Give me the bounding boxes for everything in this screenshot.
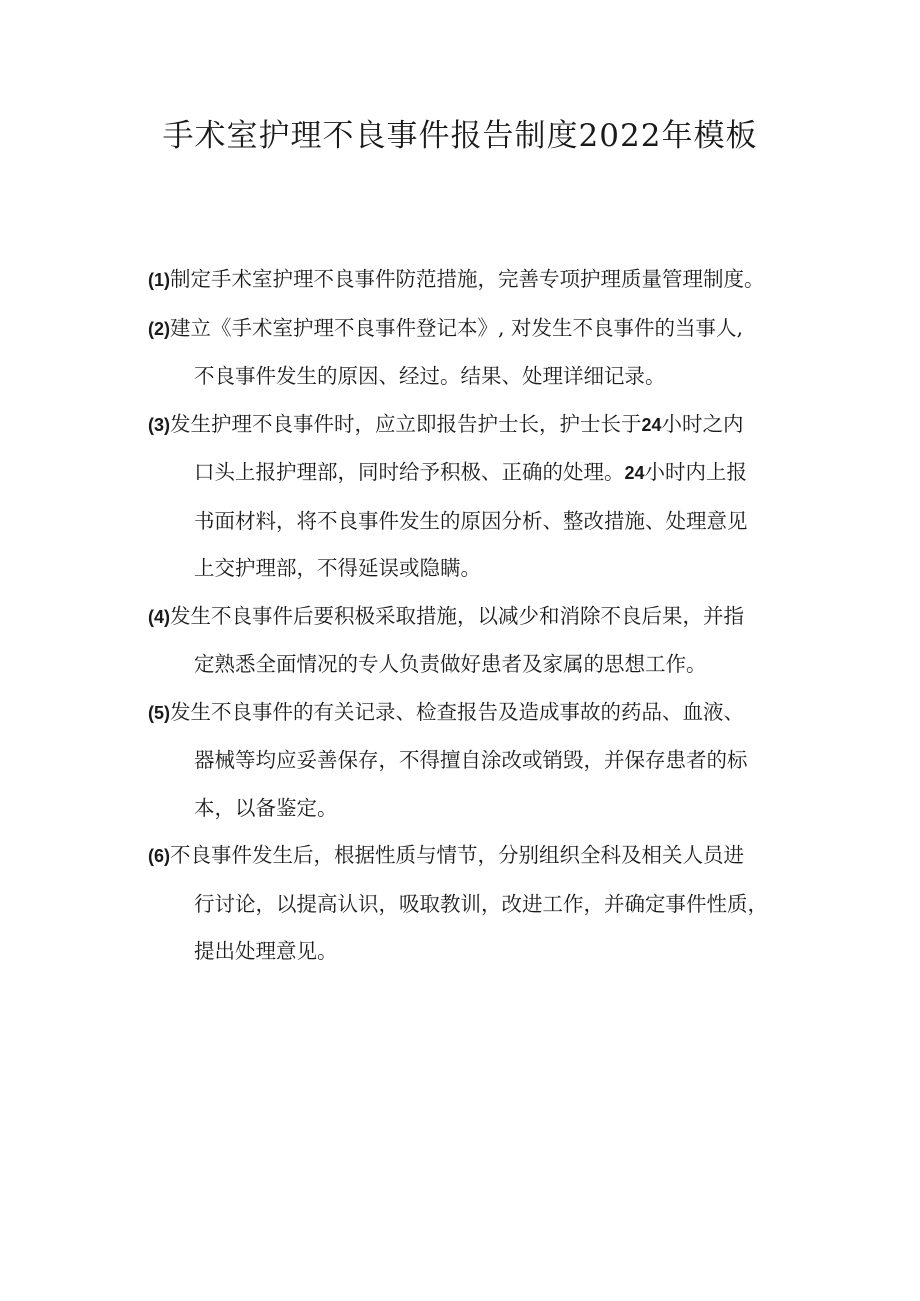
item-marker: (3) xyxy=(148,414,170,435)
item-text-line: 发生护理不良事件时，应立即报告护士长，护士长于24小时之内 xyxy=(170,411,744,436)
regulation-list xyxy=(148,256,808,976)
item-text-line: 器械等均应妥善保存，不得擅自涂改或销毁，并保存患者的标 xyxy=(194,748,748,772)
item-text-line: 提出处理意见。 xyxy=(194,939,338,963)
item-first-line xyxy=(148,593,808,642)
item-text-line: 行讨论，以提高认识，吸取教训，改进工作，并确定事件性质， xyxy=(194,891,768,916)
item-first-line xyxy=(148,305,808,354)
number-text: 24 xyxy=(624,463,645,483)
regulation-item-3 xyxy=(148,401,808,593)
item-text-line: 不良事件发生后，根据性质与情节，分别组织全科及相关人员进 xyxy=(170,843,744,867)
item-marker: (2) xyxy=(148,318,170,339)
regulation-item-1 xyxy=(148,256,808,305)
regulation-item-4 xyxy=(148,593,808,689)
item-first-line xyxy=(148,256,808,305)
item-text-line: 定熟悉全面情况的专人负责做好患者及家属的思想工作。 xyxy=(194,652,707,676)
item-text-line: 不良事件发生的原因、经过。结果、处理详细记录。 xyxy=(194,364,666,388)
item-marker: (6) xyxy=(148,846,170,866)
regulation-item-2 xyxy=(148,305,808,401)
number-text: 24 xyxy=(641,414,662,435)
item-text-line: 口头上报护理部，同时给予积极、正确的处理。24小时内上报 xyxy=(194,460,748,484)
item-text-line: 发生不良事件的有关记录、检查报告及造成事故的药品、血液、 xyxy=(170,699,744,724)
item-first-line xyxy=(148,689,808,738)
document-title: 手术室护理不良事件报告制度2022年模板 xyxy=(162,118,758,154)
item-first-line xyxy=(148,832,808,881)
item-text-line: 建立《手术室护理不良事件登记本》, 对发生不良事件的当事人, xyxy=(170,315,744,340)
item-first-line xyxy=(148,401,808,450)
item-text-line: 发生不良事件后要积极采取措施，以减少和消除不良后果，并指 xyxy=(170,603,744,628)
regulation-item-5 xyxy=(148,689,808,833)
regulation-item-6 xyxy=(148,832,808,976)
item-text-line: 书面材料，将不良事件发生的原因分析、整改措施、处理意见 xyxy=(194,508,748,533)
item-text-line: 制定手术室护理不良事件防范措施，完善专项护理质量管理制度。 xyxy=(170,267,765,291)
item-marker: (4) xyxy=(148,606,170,627)
item-marker: (5) xyxy=(148,702,170,723)
item-text-line: 上交护理部，不得延误或隐瞒。 xyxy=(194,556,481,580)
item-text-line: 本，以备鉴定。 xyxy=(194,795,338,820)
item-marker: (1) xyxy=(148,270,170,290)
